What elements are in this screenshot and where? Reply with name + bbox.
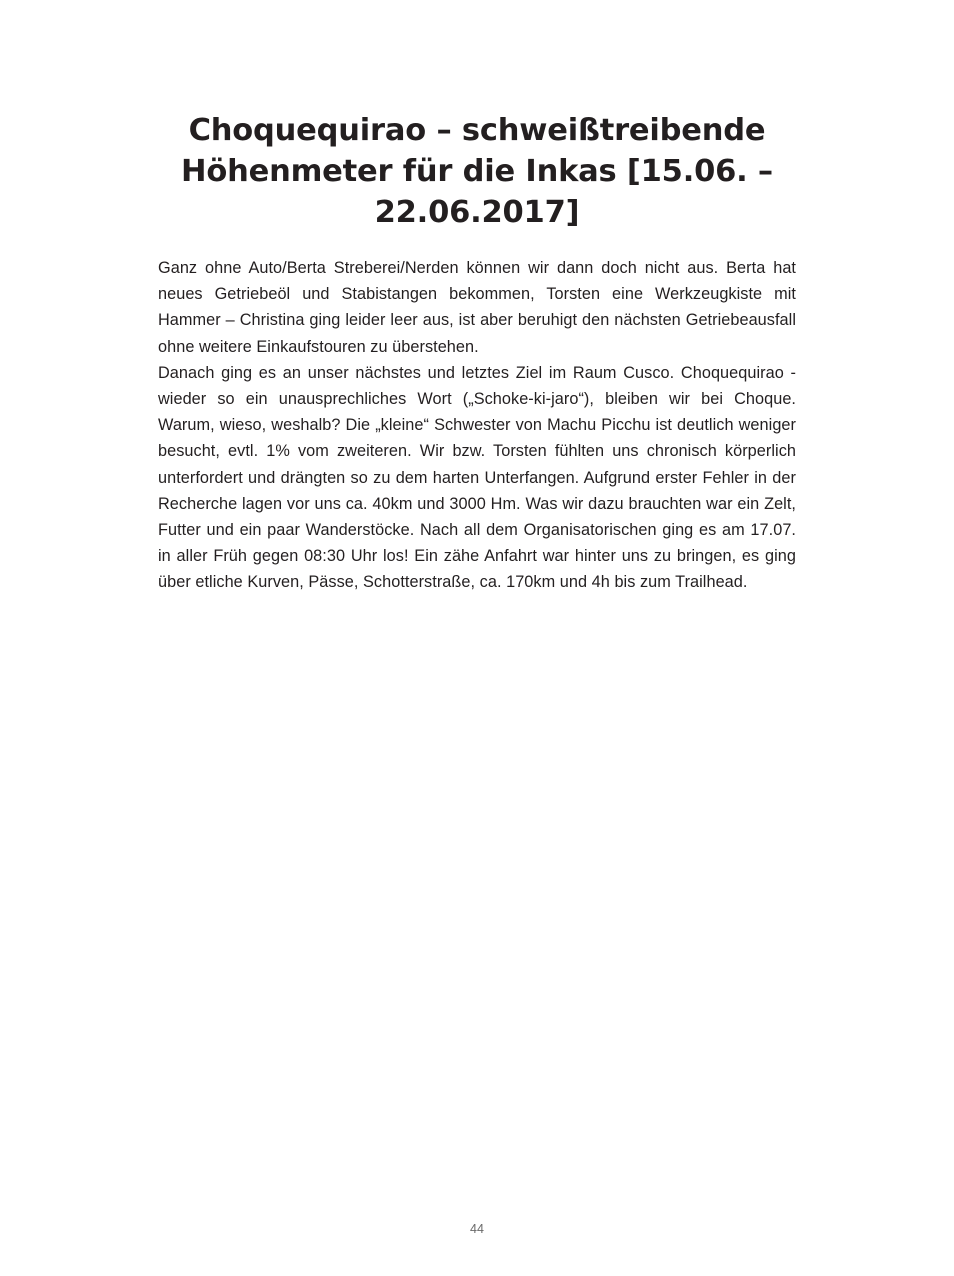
body-paragraph-2: Danach ging es an unser nächstes und letztes Ziel im Raum Cusco. Choquequirao - wieder so ein unausprechliches Wort („Schoke-ki-jaro“), bleiben wir bei Choque. Warum, wieso, weshalb? Die „kleine“ Schwester von Machu Picchu ist deutlich weniger besucht, evtl. 1% vom zweiteren. Wir bzw. Torsten fühlten uns chronisch körperlich unterfordert und drängten so zu dem harten Unterfangen. Aufgrund erster Fehler in der Recherche lagen vor uns ca. 40km und 3000 Hm. Was wir dazu brauchten war ein Zelt, Futter und ein paar Wanderstöcke. Nach all dem Organisatorischen ging es am 17.07. in aller Früh gegen 08:30 Uhr los! Ein zähe Anfahrt war hinter uns zu bringen, es ging über etliche Kurven, Pässe, Schotterstraße, ca. 170km und 4h bis zum Trailhead. xyxy=(158,363,796,592)
page-title: Choquequirao – schweißtreibende Höhenmeter für die Inkas [15.06. – 22.06.2017] xyxy=(181,113,773,230)
page-number: 44 xyxy=(470,1222,484,1236)
document-content xyxy=(158,110,796,596)
body-paragraph-1: Ganz ohne Auto/Berta Streberei/Nerden können wir dann doch nicht aus. Berta hat neues Getriebeöl und Stabistangen bekommen, Torsten eine Werkzeugkiste mit Hammer – Christina ging leider leer aus, ist aber beruhigt den nächsten Getriebeausfall ohne weitere Einkaufstouren zu überstehen. xyxy=(158,259,796,356)
